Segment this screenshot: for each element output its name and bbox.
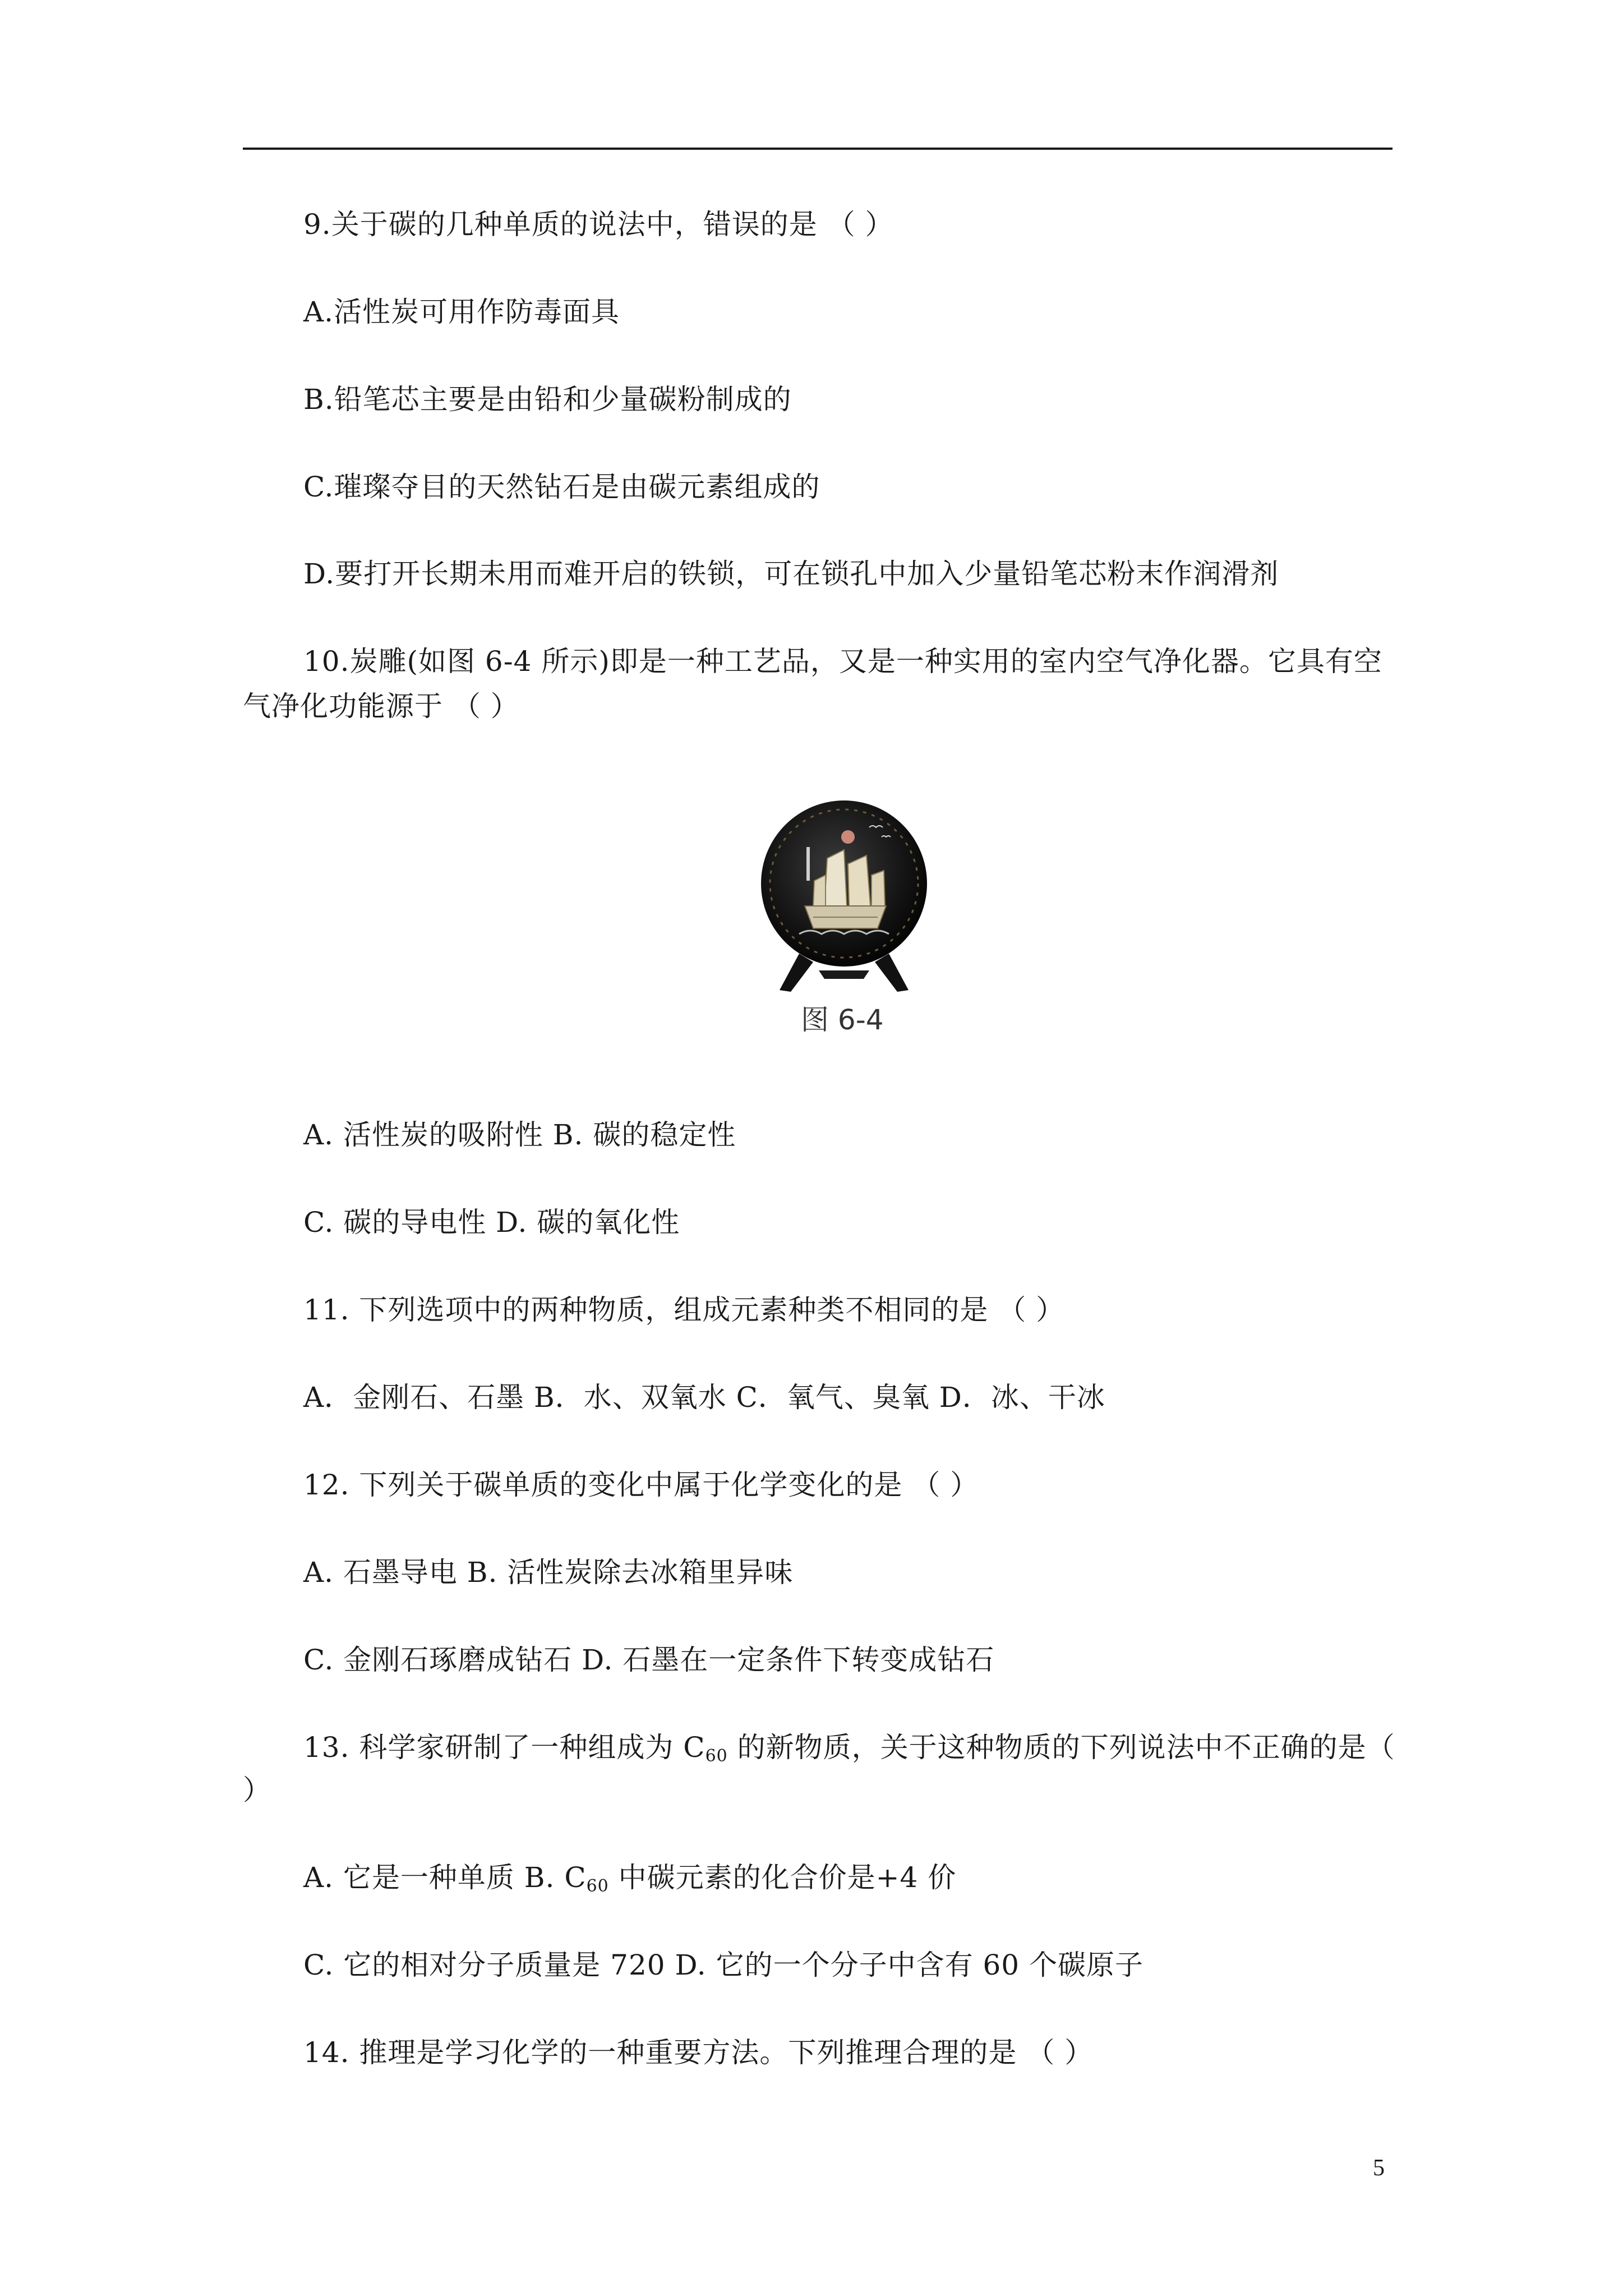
- question-9-option-d: D.要打开长期未用而难开启的铁锁，可在锁孔中加入少量铅笔芯粉末作润滑剂: [303, 558, 1279, 590]
- formula-subscript: 60: [705, 1746, 728, 1766]
- question-10-option-ab: A. 活性炭的吸附性 B. 碳的稳定性: [303, 1119, 736, 1151]
- question-9-option-a: A.活性炭可用作防毒面具: [303, 296, 620, 328]
- question-13-stem-post: 的新物质，关于这种物质的下列说法中不正确的是（: [727, 1731, 1395, 1764]
- question-11-options: A．金刚石、石墨 B．水、双氧水 C．氧气、臭氧 D．冰、干冰: [303, 1381, 1105, 1414]
- question-9-stem: 9.关于碳的几种单质的说法中，错误的是 （ ）: [303, 208, 894, 241]
- question-12-stem: 12. 下列关于碳单质的变化中属于化学变化的是 （ ）: [303, 1469, 979, 1501]
- question-12-option-cd: C. 金刚石琢磨成钻石 D. 石墨在一定条件下转变成钻石: [303, 1644, 995, 1676]
- question-14-stem: 14. 推理是学习化学的一种重要方法。下列推理合理的是 （ ）: [303, 2036, 1094, 2069]
- carbon-carving-figure: [751, 785, 937, 1010]
- page-number: 5: [1373, 2155, 1385, 2181]
- question-9-option-c: C.璀璨夺目的天然钻石是由碳元素组成的: [303, 471, 820, 503]
- question-12-option-ab: A. 石墨导电 B. 活性炭除去冰箱里异味: [303, 1556, 794, 1589]
- question-13-option-ab: [303, 1861, 956, 1894]
- question-10-stem-line2: 气净化功能源于 （ ）: [243, 690, 519, 723]
- question-13-option-cd: C. 它的相对分子质量是 720 D. 它的一个分子中含有 60 个碳原子: [303, 1949, 1144, 1981]
- question-10-option-cd: C. 碳的导电性 D. 碳的氧化性: [303, 1206, 680, 1239]
- question-10-stem-line1: 10.炭雕(如图 6-4 所示)即是一种工艺品，又是一种实用的室内空气净化器。它具有空: [303, 645, 1382, 678]
- question-13-stem-line2: ）: [243, 1774, 271, 1806]
- figure-caption: 图 6-4: [801, 1004, 884, 1036]
- formula-subscript: 60: [586, 1876, 609, 1896]
- question-13-stem-pre: 13. 科学家研制了一种组成为 C: [303, 1731, 706, 1764]
- question-13-stem-line1: [303, 1731, 1395, 1764]
- header-rule: [243, 148, 1393, 150]
- question-13-option-a-pre: A. 它是一种单质 B. C: [303, 1861, 587, 1894]
- question-11-stem: 11. 下列选项中的两种物质，组成元素种类不相同的是 （ ）: [303, 1294, 1065, 1326]
- question-9-option-b: B.铅笔芯主要是由铅和少量碳粉制成的: [303, 383, 792, 416]
- question-13-option-b-post: 中碳元素的化合价是+4 价: [608, 1861, 957, 1894]
